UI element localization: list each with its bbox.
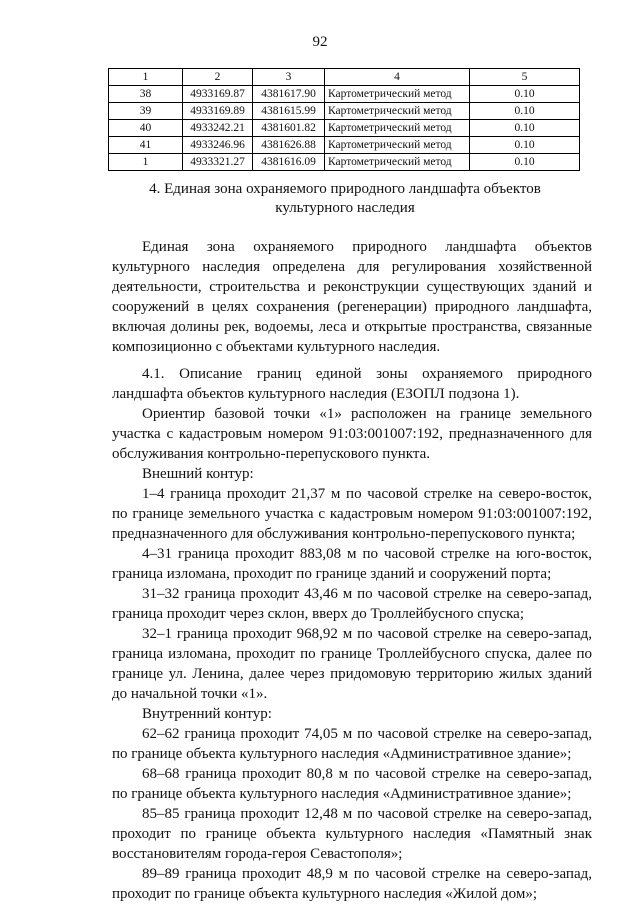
outer-contour-label: Внешний контур:	[142, 466, 254, 482]
coordinates-table	[108, 68, 580, 171]
outer-contour-item: 32–1 граница проходит 968,92 м по часовой стрелке на северо-запад, граница изломана, проходит по границе Троллейбусного спуска, далее по границе ул. Ленина, далее через придомовую территорию жилых зданий до начальной точки «1».	[112, 626, 592, 702]
coordinate-y: 4381615.99	[253, 103, 325, 120]
table-header-cell: 5	[470, 69, 580, 86]
coordinate-x: 4933246.96	[183, 137, 253, 154]
section-intro: Единая зона охраняемого природного ландшафта объектов культурного наследия определена для регулирования хозяйственной деятельности, строительства и реконструкции существующих зданий и сооружений в целях сохранения (регенерации) природного ландшафта, включая долины рек, водоемы, леса и открытые пространства, связанные композиционно с объектами культурного наследия.	[112, 239, 592, 355]
table-row	[109, 120, 580, 137]
accuracy: 0.10	[470, 154, 580, 171]
table-row	[109, 154, 580, 171]
inner-contour-item: 62–62 граница проходит 74,05 м по часовой стрелке на северо-запад, по границе объекта культурного наследия «Административное здание»;	[112, 726, 592, 762]
base-point-description: Ориентир базовой точки «1» расположен на границе земельного участка с кадастровым номером 91:03:001007:192, предназначенного для обслуживания контрольно-перепускового пункта.	[112, 406, 592, 462]
coordinate-y: 4381617.90	[253, 86, 325, 103]
method: Картометрический метод	[325, 154, 470, 171]
coordinate-y: 4381616.09	[253, 154, 325, 171]
accuracy: 0.10	[470, 137, 580, 154]
method: Картометрический метод	[325, 86, 470, 103]
section-heading: 4. Единая зона охраняемого природного ландшафта объектов культурного наследия	[149, 181, 541, 216]
method: Картометрический метод	[325, 137, 470, 154]
point-number: 41	[109, 137, 183, 154]
table-row	[109, 137, 580, 154]
point-number: 1	[109, 154, 183, 171]
coordinate-y: 4381626.88	[253, 137, 325, 154]
section-intro-block	[112, 237, 592, 357]
table-header-cell: 1	[109, 69, 183, 86]
coordinate-x: 4933321.27	[183, 154, 253, 171]
table-header-cell: 4	[325, 69, 470, 86]
inner-contour-label: Внутренний контур:	[142, 706, 272, 722]
inner-contour-item: 89–89 граница проходит 48,9 м по часовой стрелке на северо-запад, проходит по границе объекта культурного наследия «Жилой дом»;	[112, 866, 592, 902]
subsection-title: 4.1. Описание границ единой зоны охраняемого природного ландшафта объектов культурного наследия (ЕЗОПЛ подзона 1).	[112, 366, 592, 402]
coordinate-x: 4933169.89	[183, 103, 253, 120]
method: Картометрический метод	[325, 120, 470, 137]
coordinate-x: 4933169.87	[183, 86, 253, 103]
table-row	[109, 103, 580, 120]
outer-contour-item: 31–32 граница проходит 43,46 м по часовой стрелке на северо-запад, граница проходит через склон, вверх до Троллейбусного спуска;	[112, 586, 592, 622]
point-number: 38	[109, 86, 183, 103]
method: Картометрический метод	[325, 103, 470, 120]
coordinate-x: 4933242.21	[183, 120, 253, 137]
coordinate-y: 4381601.82	[253, 120, 325, 137]
subsection-block	[112, 364, 592, 904]
inner-contour-item: 85–85 граница проходит 12,48 м по часовой стрелке на северо-запад, проходит по границе объекта культурного наследия «Памятный знак восстановителям города-героя Севастополя»;	[112, 806, 592, 862]
outer-contour-item: 1–4 граница проходит 21,37 м по часовой стрелке на северо-восток, по границе земельного участка с кадастровым номером 91:03:001007:192, предназначенного для обслуживания контрольно-перепускового пункта;	[112, 486, 592, 542]
page-number: 92	[312, 34, 328, 50]
accuracy: 0.10	[470, 86, 580, 103]
table-header-row	[109, 69, 580, 86]
point-number: 40	[109, 120, 183, 137]
accuracy: 0.10	[470, 103, 580, 120]
table-header-cell: 2	[183, 69, 253, 86]
table-header-cell: 3	[253, 69, 325, 86]
table-row	[109, 86, 580, 103]
accuracy: 0.10	[470, 120, 580, 137]
outer-contour-item: 4–31 граница проходит 883,08 м по часовой стрелке на юго-восток, граница изломана, проходит по границе зданий и сооружений порта;	[112, 546, 592, 582]
point-number: 39	[109, 103, 183, 120]
inner-contour-item: 68–68 граница проходит 80,8 м по часовой стрелке на северо-запад, по границе объекта культурного наследия «Административное здание»;	[112, 766, 592, 802]
